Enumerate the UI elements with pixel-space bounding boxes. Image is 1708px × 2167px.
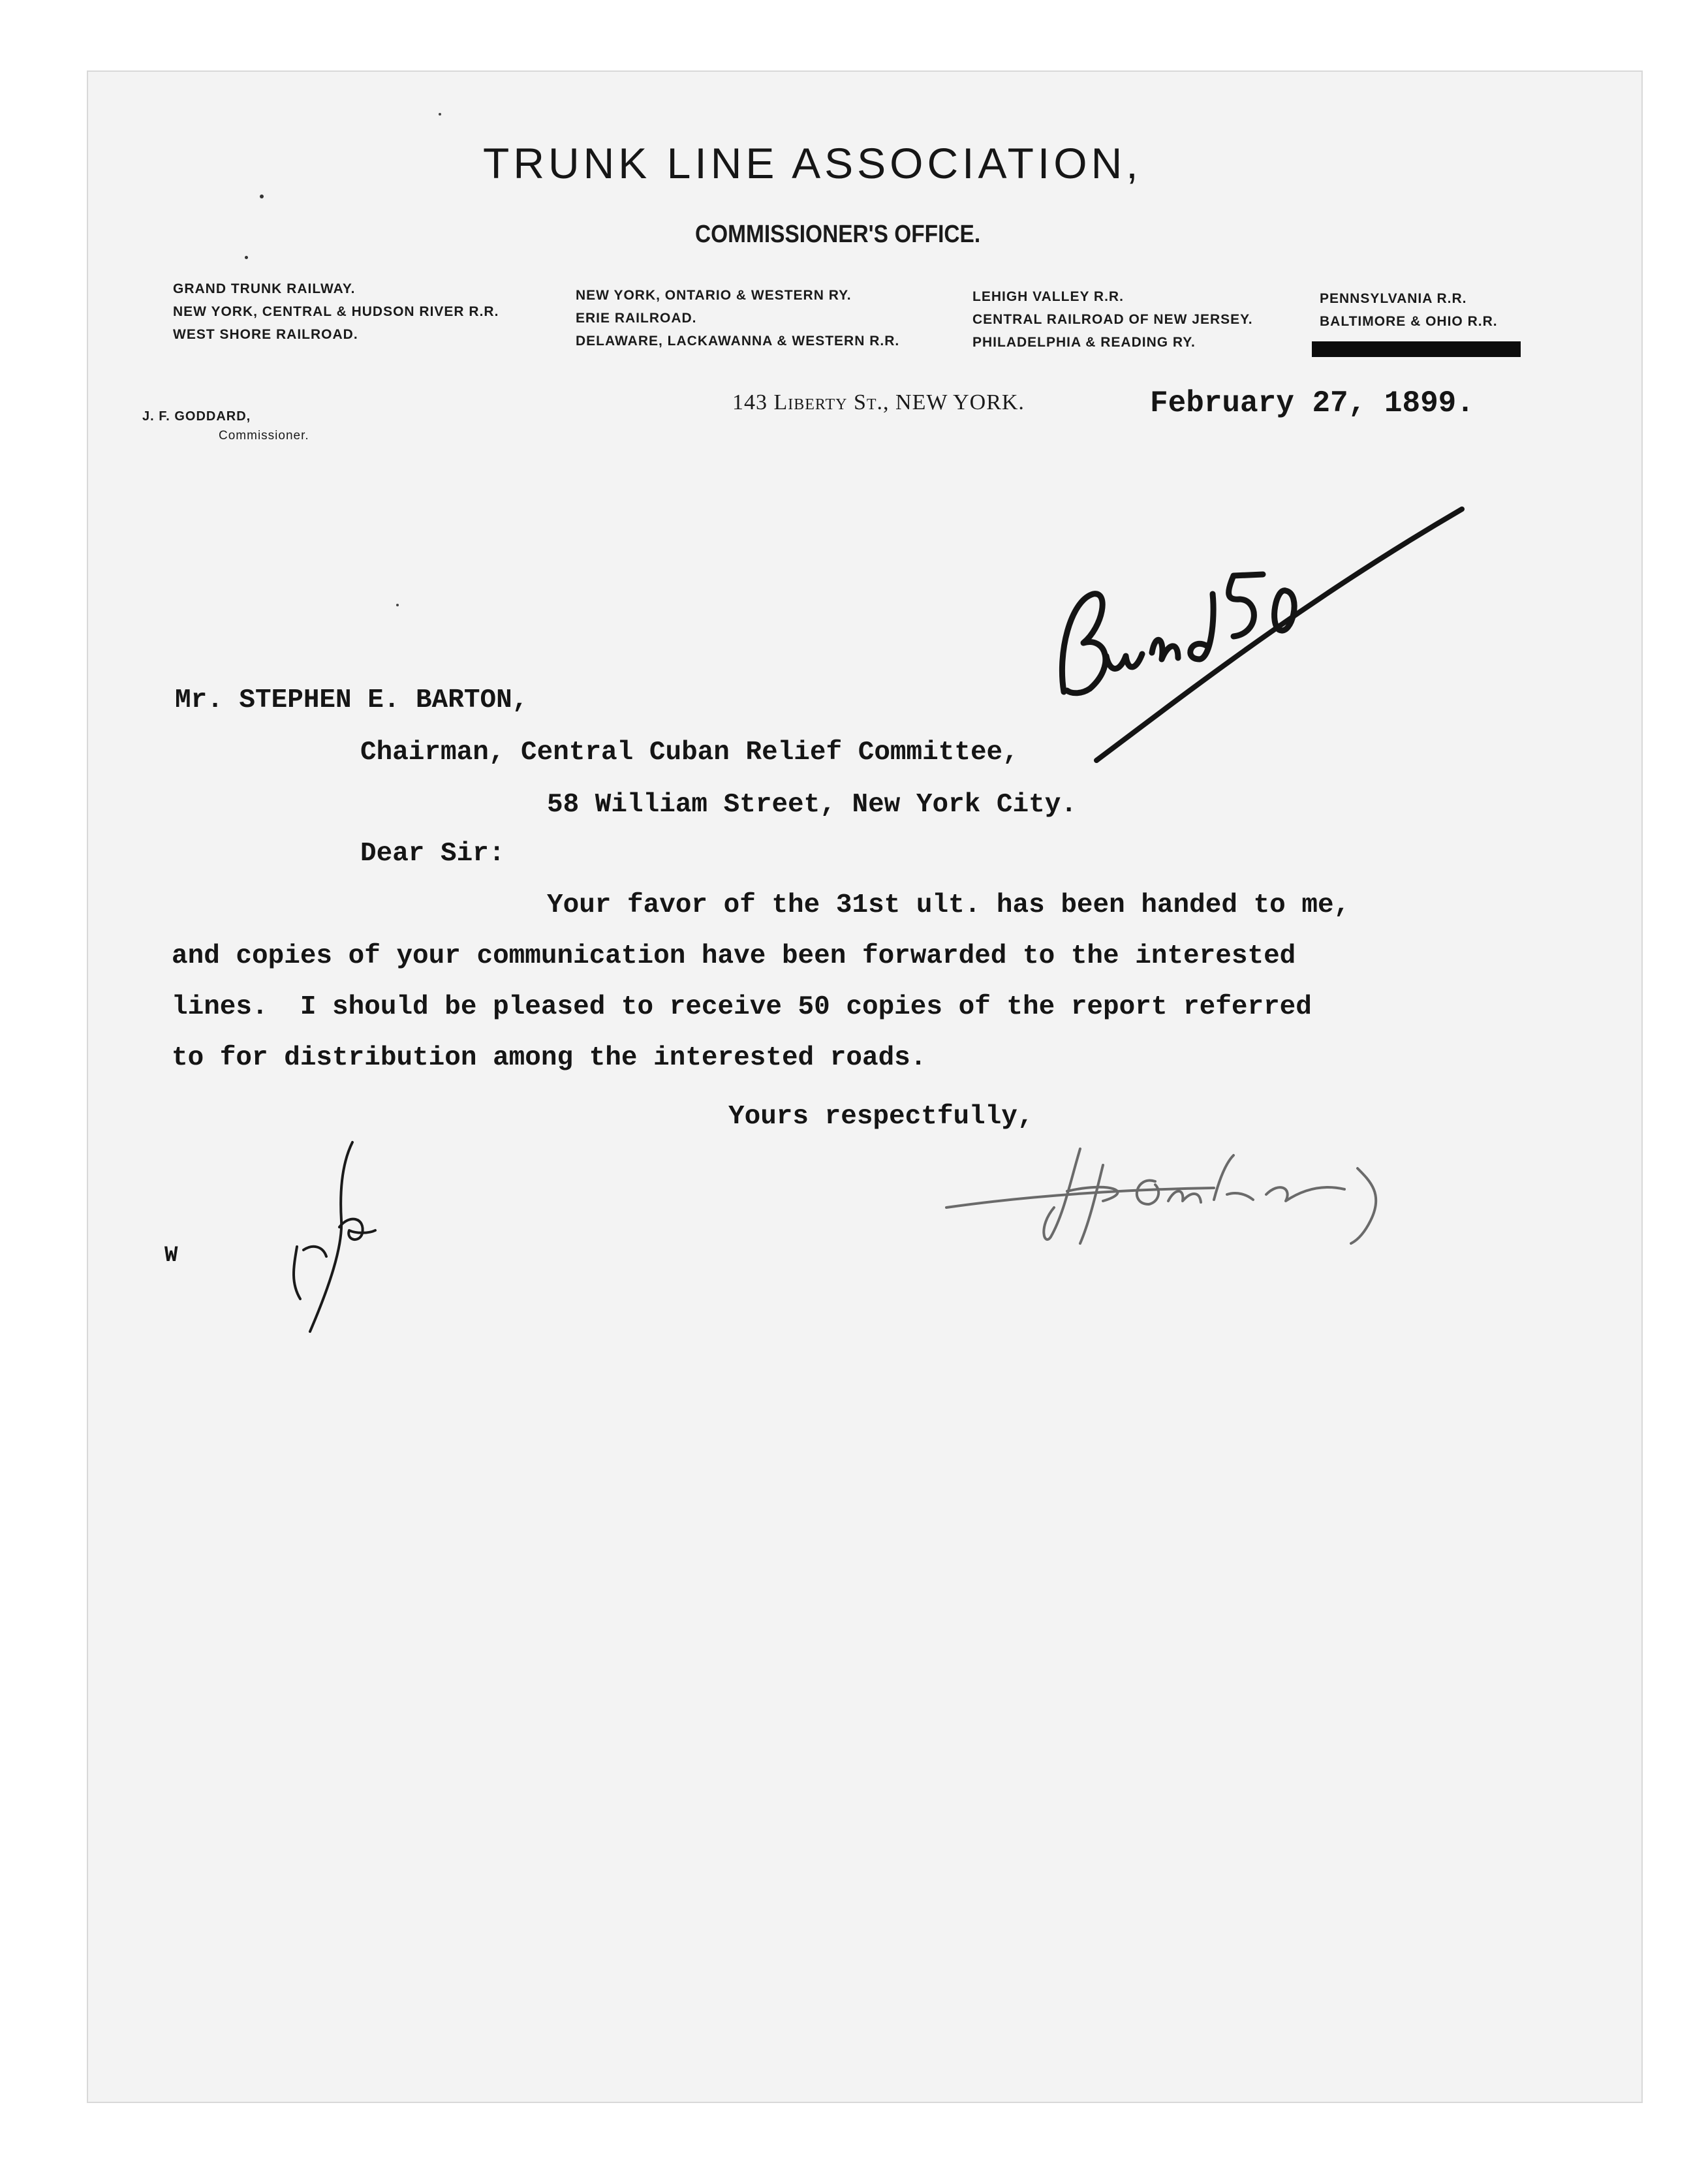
railroad-name: NEW YORK, ONTARIO & WESTERN RY.	[576, 288, 852, 303]
railroad-name: PHILADELPHIA & READING RY.	[972, 335, 1196, 350]
railroad-name: NEW YORK, CENTRAL & HUDSON RIVER R.R.	[173, 304, 499, 319]
salutation: Dear Sir:	[360, 839, 505, 869]
recipient-address: 58 William Street, New York City.	[547, 790, 1077, 820]
bound-annotation	[1044, 503, 1468, 809]
commissioner-name: J. F. GODDARD,	[142, 409, 251, 424]
railroad-name: BALTIMORE & OHIO R.R.	[1320, 314, 1498, 329]
railroad-name: CENTRAL RAILROAD OF NEW JERSEY.	[972, 312, 1253, 327]
commissioner-title: Commissioner.	[219, 429, 309, 443]
letter-paper	[88, 72, 1641, 2102]
letter-date: February 27, 1899.	[1150, 386, 1474, 420]
body-line: Your favor of the 31st ult. has been handed to me,	[547, 890, 1350, 920]
railroad-name: PENNSYLVANIA R.R.	[1320, 291, 1467, 306]
letterhead-title: TRUNK LINE ASSOCIATION,	[483, 139, 1142, 187]
railroad-column-1	[173, 277, 499, 346]
letterhead-office: COMMISSIONER'S OFFICE.	[695, 221, 981, 248]
recipient-name: Mr. STEPHEN E. BARTON,	[175, 685, 529, 715]
redaction-bar	[1312, 341, 1521, 357]
typist-initial: W	[164, 1243, 178, 1268]
body-line: and copies of your communication have been forwarded to the interested	[172, 941, 1296, 971]
annotation-text	[1096, 574, 1099, 575]
railroad-name: ERIE RAILROAD.	[576, 311, 697, 326]
closing: Yours respectfully,	[728, 1102, 1034, 1132]
body-line: to for distribution among the interested roads.	[172, 1043, 927, 1073]
railroad-name: DELAWARE, LACKAWANNA & WESTERN R.R.	[576, 334, 900, 349]
recipient-title: Chairman, Central Cuban Relief Committee,	[360, 738, 1019, 768]
signature	[940, 1129, 1442, 1253]
railroad-column-4	[1320, 287, 1498, 333]
ink-speck	[260, 195, 264, 198]
signature-text	[1110, 1181, 1113, 1182]
railroad-column-3	[972, 285, 1253, 354]
railroad-name: GRAND TRUNK RAILWAY.	[173, 281, 356, 296]
ink-speck	[439, 113, 441, 116]
ink-speck	[396, 604, 399, 606]
railroad-name: WEST SHORE RAILROAD.	[173, 327, 358, 342]
body-line: lines. I should be pleased to receive 50 copies of the report referred	[172, 992, 1312, 1022]
letterhead-address: 143 Liberty St., NEW YORK.	[732, 390, 1025, 414]
ink-speck	[245, 256, 248, 259]
handwritten-initial-mark	[277, 1136, 388, 1345]
railroad-name: LEHIGH VALLEY R.R.	[972, 289, 1124, 304]
railroad-column-2	[576, 284, 899, 352]
